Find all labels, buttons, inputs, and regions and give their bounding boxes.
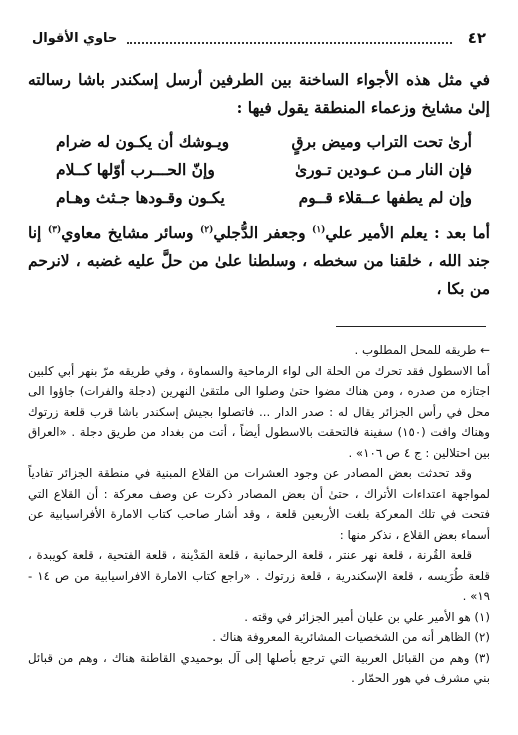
page-number: ٤٢: [467, 29, 486, 47]
verse-first-hemistich: أرىٰ تحت التراب وميض برقٍ: [291, 132, 472, 151]
footnote-separator: [336, 326, 486, 327]
verse-first-hemistich: وإن لم يطفها عــقلاء قــوم: [298, 188, 472, 207]
verse-second-hemistich: يكـون وقـودها جـثث وهـام: [56, 188, 225, 207]
footnote-ref-2: (٢): [199, 225, 214, 235]
footnotes: [28, 340, 490, 689]
letter-text: وسائر مشايخ معاوي: [61, 223, 200, 243]
letter-text-end: إنا جند الله ، خلقنا من سخطه ، وسلطنا علىٰ من حلَّ عليه غضبه ، لانرحم من بكا ،: [28, 223, 490, 299]
letter-paragraph: [28, 216, 490, 303]
footnote-continuation: ← طريقه للمحل المطلوب .: [354, 343, 490, 357]
footnote-paragraph: قلعة القُرنة ، قلعة نهر عنتر ، قلعة الرحمانية ، قلعة المَدْينة ، قلعة الفتحية ، قلعة كويبدة ، قلعة طُرَيسه ، قلعة الإسكندرية ، قلعة زرتوك . «راجع كتاب الامارة الافراسيابية من ص ١٤ - ١٩» .: [28, 548, 490, 603]
main-text: [28, 66, 490, 303]
footnote-3: (٣) وهم من القبائل العربية التي ترجع بأصلها إلى آل بوحميدي القاطنة هناك ، وهم من قبائل بني مشرف في هور الحمّار .: [28, 650, 490, 685]
verse-second-hemistich: ويـوشك أن يكـون له ضرام: [56, 132, 230, 151]
letter-text: وجعفر الدُّجلي: [213, 223, 313, 243]
poem: [28, 128, 490, 212]
footnote-paragraph: وقد تحدثت بعض المصادر عن وجود العشرات من القلاع المبنية في منطقة الجزائر تفادياً لمواجهة اعتداءات الأتراك ، حتىٰ أن بعض المصادر ذكرت عن وصف معركة : أن القلاع التي فتحت في تلك المعركة بلغت الأربعين قلعة ، وقد أشار صاحب كتاب الامارة الأفراسيابية عن أسماء بعض القلاع ، نذكر منها :: [28, 466, 490, 542]
intro-paragraph: في مثل هذه الأجواء الساخنة بين الطرفين أرسل إسكندر باشا رسالته إلىٰ مشايخ وزعماء المنطقة يقول فيها :: [28, 70, 490, 117]
footnote-ref-3: (٣): [47, 225, 62, 235]
footnote-1: (١) هو الأمير علي بن عليان أمير الجزائر في وقته .: [244, 609, 490, 624]
verse-line: [28, 128, 490, 156]
verse-line: [28, 184, 490, 212]
running-title: حاوي الأقوال: [32, 30, 118, 46]
letter-text-start: أما بعد : يعلم الأمير علي: [325, 223, 490, 243]
verse-first-hemistich: فإن النار مـن عـودين تـورىٰ: [295, 160, 472, 179]
footnote-ref-1: (١): [312, 225, 326, 235]
header-dot-leader: [127, 32, 451, 44]
footnote-paragraph: أما الاسطول فقد تحرك من الحلة الى لواء الرماحية والسماوة ، وفي طريقه مرّ بنهر أبي كلبين اجتازه من صدره ، ومن هناك مضوا حتىٰ وصلوا الى ملتقىٰ النهرين (دجلة والفرات) جاؤوا الى محل في رأس الجزائر يقال له : صدر الدار ... فاتصلوا بجيش إسكندر باشا قرب قلعة زرتوك وهناك وافت (١٥٠) سفينة فالتحقت بالاسطول أيضاً ، أتت من بغداد من طريق دجلة . «العراق بين احتلالين : ج ٤ ص ١٠٦» .: [28, 363, 490, 460]
footnote-2: (٢) الظاهر أنه من الشخصيات المشائرية المعروفة هناك .: [212, 630, 490, 644]
verse-second-hemistich: وإنّ الحـــرب أوّلها كــلام: [56, 160, 215, 179]
verse-line: [28, 156, 490, 184]
running-header: [32, 26, 486, 50]
